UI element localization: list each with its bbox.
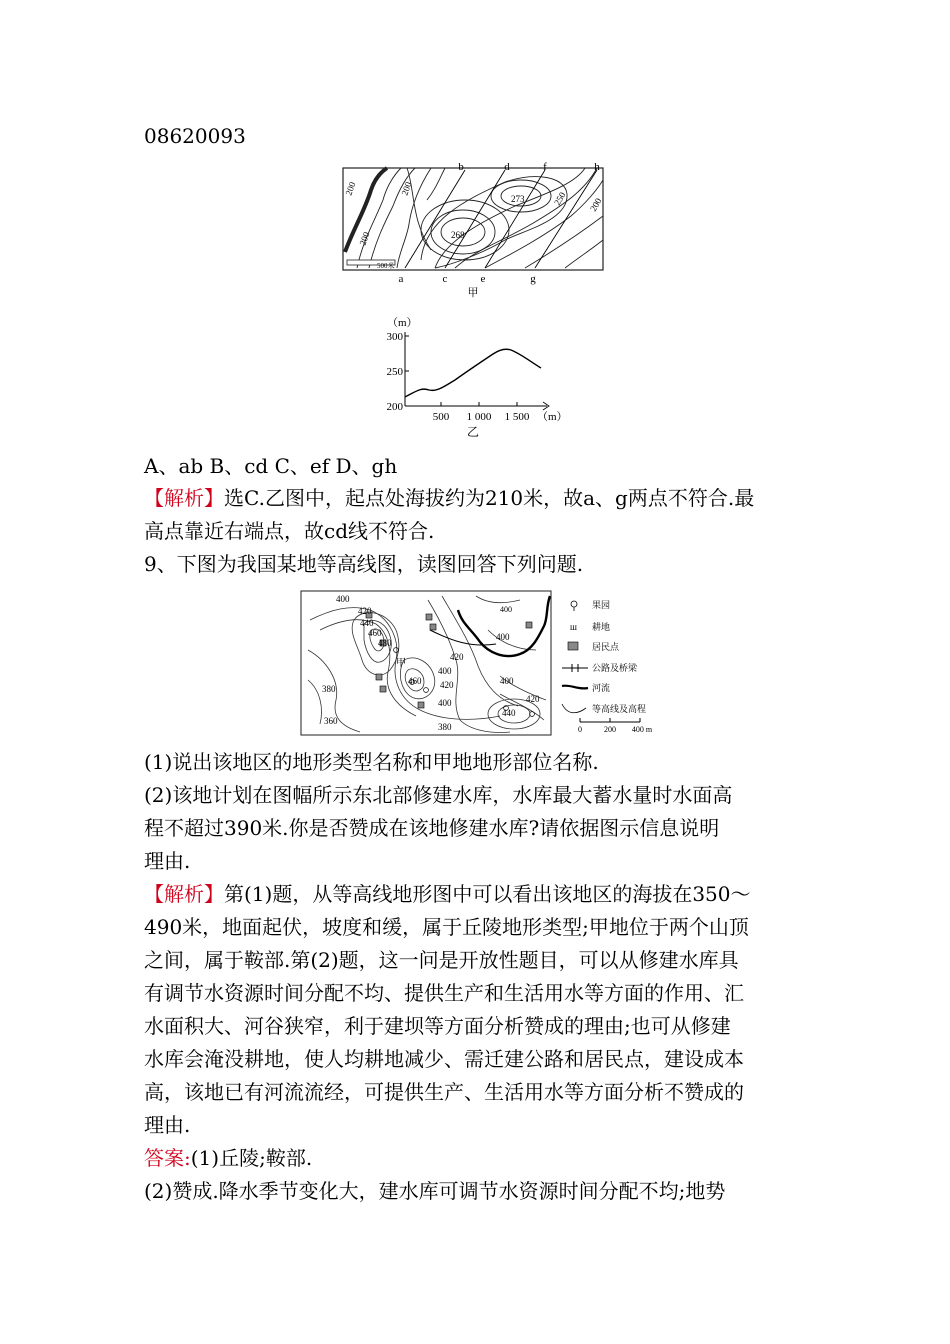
fig2-ytick: 300 bbox=[386, 331, 403, 343]
analysis-line: 有调节水资源时间分配不均、提供生产和生活用水等方面的作用、汇 bbox=[144, 981, 744, 1005]
analysis-line: 水面积大、河谷狭窄，利于建坝等方面分析赞成的理由;也可从修建 bbox=[144, 1014, 731, 1038]
analysis-line: 理由. bbox=[144, 1113, 191, 1137]
fig2-caption: 乙 bbox=[466, 425, 480, 439]
document-id: 08620093 bbox=[144, 124, 246, 148]
scale-tick: 400 m bbox=[631, 725, 653, 734]
analysis-tag: 【解析】 bbox=[144, 882, 224, 906]
answer-tag: 答案: bbox=[144, 1146, 191, 1170]
fig1-label-a: a bbox=[398, 273, 404, 285]
profile-chart-yi bbox=[365, 312, 575, 442]
analysis-line bbox=[144, 484, 754, 512]
fig1-contour-label: 200 bbox=[588, 196, 604, 213]
fig3-contour-label: 400 bbox=[496, 632, 510, 642]
fig3-contour-label: 460 bbox=[408, 676, 422, 686]
analysis-text: 第(1)题，从等高线地形图中可以看出该地区的海拔在350～ bbox=[224, 882, 751, 906]
legend-label: 居民点 bbox=[592, 642, 620, 652]
answer-line bbox=[144, 1144, 312, 1172]
contour-map-figure-jia bbox=[335, 160, 615, 300]
farmland-icon: ш bbox=[570, 622, 577, 632]
legend bbox=[562, 600, 653, 734]
analysis-line: 之间，属于鞍部.第(2)题，这一问是开放性题目，可以从修建水库具 bbox=[144, 948, 739, 972]
fig2-xtick: 500 bbox=[432, 411, 450, 423]
fig1-caption: 甲 bbox=[467, 287, 479, 299]
analysis-line: 水库会淹没耕地，使人均耕地减少、需迁建公路和居民点，建设成本 bbox=[144, 1047, 744, 1071]
fig3-contour-label: 420 bbox=[450, 652, 464, 662]
fig3-contour-label: 380 bbox=[438, 722, 452, 732]
fig1-label-d: d bbox=[504, 161, 510, 173]
question-9-part-2: (2)该地计划在图幅所示东北部修建水库，水库最大蓄水量时水面高 bbox=[144, 783, 733, 807]
fig3-contour-label: 400 bbox=[438, 698, 452, 708]
fig1-contour-label: 200 bbox=[343, 180, 358, 197]
legend-label: 公路及桥梁 bbox=[592, 663, 638, 673]
contour-icon bbox=[562, 704, 586, 713]
fig3-contour-label: 420 bbox=[526, 694, 540, 704]
analysis-line bbox=[144, 880, 751, 908]
fig3-contour-label: 460 bbox=[368, 628, 382, 638]
legend-label: 耕地 bbox=[592, 622, 611, 632]
answer-line: (2)赞成.降水季节变化大，建水库可调节水资源时间分配不均;地势 bbox=[144, 1179, 726, 1203]
fig2-ytick: 250 bbox=[386, 366, 403, 378]
fig3-contour-label: 440 bbox=[360, 618, 374, 628]
analysis-line: 高，该地已有河流流经，可提供生产、生活用水等方面分析不赞成的 bbox=[144, 1080, 744, 1104]
fig3-contour-label: 400 bbox=[500, 605, 512, 614]
legend-label: 果园 bbox=[592, 600, 611, 610]
legend-label: 河流 bbox=[592, 683, 611, 693]
fig1-label-g: g bbox=[530, 273, 536, 285]
question-9-title: 9、下图为我国某地等高线图，读图回答下列问题. bbox=[144, 552, 584, 576]
fig2-xunit: （m） bbox=[537, 411, 568, 423]
question-9-part-2: 程不超过390米.你是否赞成在该地修建水库?请依据图示信息说明 bbox=[144, 816, 720, 840]
fig1-contour-label: 268 bbox=[451, 230, 465, 240]
fig1-contour-label: 200 bbox=[399, 180, 414, 197]
analysis-tag: 【解析】 bbox=[144, 486, 224, 510]
fig1-label-e: e bbox=[480, 273, 486, 285]
fig1-label-c: c bbox=[442, 273, 448, 285]
fig2-unit: （m） bbox=[387, 317, 418, 329]
fig1-label-b: b bbox=[458, 161, 464, 173]
fig1-contour-label: 273 bbox=[511, 194, 525, 204]
fig3-contour-label: 400 bbox=[500, 676, 514, 686]
answer-choices: A、ab B、cd C、ef D、gh bbox=[144, 454, 398, 478]
scale-tick: 0 bbox=[578, 725, 582, 734]
analysis-line: 490米，地面起伏，坡度和缓，属于丘陵地形类型;甲地位于两个山顶 bbox=[144, 915, 749, 939]
fig3-contour-label: 380 bbox=[322, 684, 336, 694]
fig3-contour-label: 400 bbox=[438, 666, 452, 676]
question-9-part-1: (1)说出该地区的地形类型名称和甲地地形部位名称. bbox=[144, 750, 599, 774]
fig1-contour-label: 200 bbox=[357, 230, 372, 247]
river-icon bbox=[562, 686, 588, 689]
fig3-contour-label: 360 bbox=[324, 716, 338, 726]
fig1-scale-label: 500米 bbox=[377, 262, 395, 270]
fig3-contour-label: 420 bbox=[440, 680, 454, 690]
fig3-contour-label: 480 bbox=[378, 638, 392, 648]
question-9-part-2: 理由. bbox=[144, 849, 191, 873]
fig2-xtick: 1 000 bbox=[466, 411, 492, 423]
scale-tick: 200 bbox=[604, 725, 616, 734]
analysis-text: 选C.乙图中，起点处海拔约为210米，故a、g两点不符合.最 bbox=[224, 486, 755, 510]
legend-label: 等高线及高程 bbox=[592, 704, 647, 714]
fig1-label-h: h bbox=[594, 161, 600, 173]
fig3-contour-label: 420 bbox=[358, 606, 372, 616]
fig2-ytick: 200 bbox=[386, 401, 403, 413]
fig3-contour-label: 400 bbox=[336, 594, 350, 604]
fig1-label-f: f bbox=[543, 161, 547, 173]
settlement-icon bbox=[568, 642, 578, 650]
answer-text: (1)丘陵;鞍部. bbox=[190, 1146, 313, 1170]
analysis-line: 高点靠近右端点，故cd线不符合. bbox=[144, 519, 435, 543]
fig3-contour-label: 440 bbox=[502, 708, 516, 718]
contour-map-figure-9 bbox=[300, 590, 686, 740]
fig1-contour-label: 250 bbox=[552, 190, 568, 207]
fig2-xtick: 1 500 bbox=[504, 411, 530, 423]
fig3-point-jia: 甲 bbox=[396, 658, 406, 669]
